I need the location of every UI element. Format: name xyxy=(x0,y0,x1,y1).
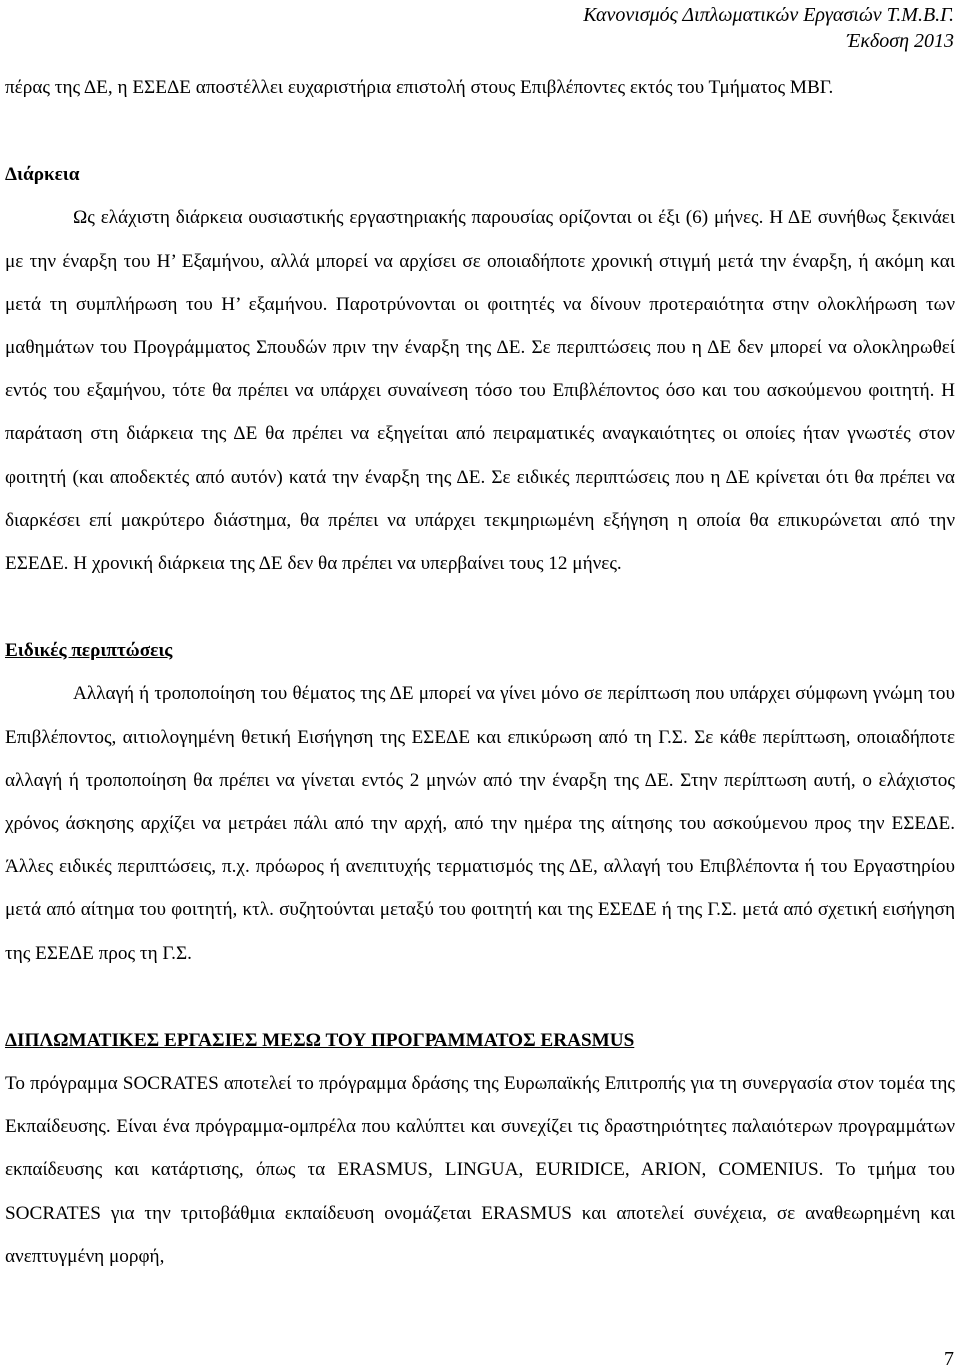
running-header xyxy=(583,2,954,54)
header-edition: Έκδοση 2013 xyxy=(846,30,954,52)
spacer xyxy=(5,109,955,153)
spacer xyxy=(5,585,955,629)
section-body-duration: Ως ελάχιστη διάρκεια ουσιαστικής εργαστηριακής παρουσίας ορίζονται οι έξι (6) μήνες. Η ΔΕ συνήθως ξεκινάει με την έναρξη του Η’ Εξαμήνου, αλλά μπορεί να αρχίσει σε οποιαδήποτε χρονική στιγμή μετά την έναρξη, ή ακόμη και μετά τη συμπλήρωση του Η’ εξαμήνου. Παροτρύνονται οι φοιτητές να δίνουν προτεραιότητα στην ολοκλήρωση των μαθημάτων του Προγράμματος Σπουδών πριν την έναρξη της ΔΕ. Σε περιπτώσεις που η ΔΕ δεν μπορεί να ολοκληρωθεί εντός του εξαμήνου, τότε θα πρέπει να υπάρχει συναίνεση τόσο του Επιβλέποντος όσο και του ασκούμενου φοιτητή. Η παράταση στη διάρκεια της ΔΕ θα πρέπει να εξηγείται από πειραματικές αναγκαιότητες οι οποίες ήταν γνωστές στον φοιτητή (και αποδεκτές από αυτόν) κατά την έναρξη της ΔΕ. Σε ειδικές περιπτώσεις που η ΔΕ κρίνεται ότι θα πρέπει να διαρκέσει επί μακρύτερο διάστημα, θα πρέπει να υπάρχει τεκμηριωμένη εξήγηση η οποία θα επικυρώνεται από την ΕΣΕΔΕ. Η χρονική διάρκεια της ΔΕ δεν θα πρέπει να υπερβαίνει τους 12 μήνες. xyxy=(5,207,955,575)
intro-paragraph: πέρας της ΔΕ, η ΕΣΕΔΕ αποστέλλει ευχαριστήρια επιστολή στους Επιβλέποντες εκτός του Τμήματος ΜΒΓ. xyxy=(5,77,834,98)
section-heading-duration: Διάρκεια xyxy=(5,164,80,186)
section-heading-special-cases: Ειδικές περιπτώσεις xyxy=(5,640,173,662)
page-number: 7 xyxy=(944,1348,954,1370)
section-body-erasmus: Το πρόγραμμα SOCRATES αποτελεί το πρόγραμμα δράσης της Ευρωπαϊκής Επιτροπής για τη συνεργασία στον τομέα της Εκπαίδευσης. Είναι ένα πρόγραμμα-ομπρέλα που καλύπτει και συνεχίζει τις δραστηριότητες παλαιότερων προγραμμάτων εκπαίδευσης και κατάρτισης, όπως τα ERASMUS, LINGUA, EURIDICE, ARION, COMENIUS. Το τμήμα του SOCRATES για την τριτοβάθμια εκπαίδευση ονομάζεται ERASMUS και αποτελεί συνέχεια, σε αναθεωρημένη και ανεπτυγμένη μορφή, xyxy=(5,1073,955,1267)
section-body-special-cases: Αλλαγή ή τροποποίηση του θέματος της ΔΕ μπορεί να γίνει μόνο σε περίπτωση που υπάρχει σύμφωνη γνώμη του Επιβλέποντος, αιτιολογημένη θετική Εισήγηση της ΕΣΕΔΕ και επικύρωση από τη Γ.Σ. Σε κάθε περίπτωση, οποιαδήποτε αλλαγή ή τροποποίηση θα πρέπει να γίνεται εντός 2 μηνών από την έναρξη της ΔΕ. Στην περίπτωση αυτή, ο ελάχιστος χρόνος άσκησης αρχίζει να μετράει πάλι από την αρχή, από την ημέρα της αίτησης του ασκούμενου προς την ΕΣΕΔΕ. Άλλες ειδικές περιπτώσεις, π.χ. πρόωρος ή ανεπιτυχής τερματισμός της ΔΕ, αλλαγή του Επιβλέποντα ή του Εργαστηρίου μετά από αίτημα του φοιτητή, κτλ. συζητούνται μεταξύ του φοιτητή και της ΕΣΕΔΕ ή της Γ.Σ. μετά από σχετική εισήγηση της ΕΣΕΔΕ προς τη Γ.Σ. xyxy=(5,683,955,964)
header-title: Κανονισμός Διπλωματικών Εργασιών Τ.Μ.Β.Γ. xyxy=(583,4,954,26)
spacer xyxy=(5,975,955,1019)
document-body xyxy=(5,66,955,1278)
section-heading-erasmus: ΔΙΠΛΩΜΑΤΙΚΕΣ ΕΡΓΑΣΙΕΣ ΜΕΣΩ ΤΟΥ ΠΡΟΓΡΑΜΜΑΤΟΣ ERASMUS xyxy=(5,1029,635,1051)
